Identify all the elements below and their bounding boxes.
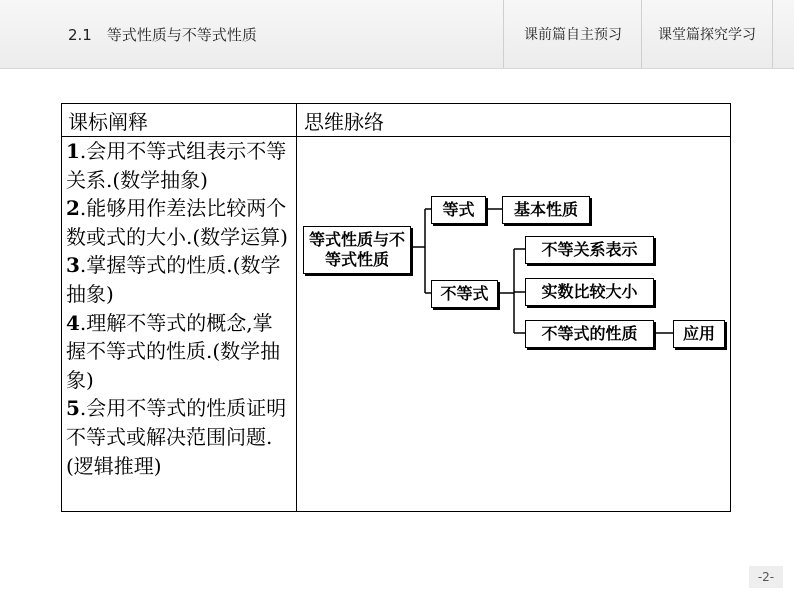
inequality-node: 不等式 (431, 280, 498, 308)
inequality-relation-node: 不等关系表示 (525, 236, 654, 264)
tab-preview[interactable]: 课前篇自主预习 (503, 0, 642, 68)
objective-item: 4.理解不等式的概念,掌握不等式的性质.(数学抽象) (66, 310, 281, 392)
mindmap-header: 思维脉络 (304, 110, 384, 134)
mindmap-connectors (62, 104, 732, 513)
objectives-header: 课标阐释 (68, 110, 148, 134)
content-table (61, 103, 731, 512)
objective-item: 5.会用不等式的性质证明不等式或解决范围问题.(逻辑推理) (66, 396, 287, 478)
inequality-property-node: 不等式的性质 (525, 320, 654, 348)
application-node: 应用 (673, 320, 725, 348)
objective-item: 1.会用不等式组表示不等关系.(数学抽象) (66, 139, 287, 192)
real-compare-node: 实数比较大小 (525, 278, 654, 306)
basic-property-node: 基本性质 (502, 196, 590, 224)
objective-item: 3.掌握等式的性质.(数学抽象) (66, 253, 281, 306)
tab-classroom[interactable]: 课堂篇探究学习 (641, 0, 773, 68)
objective-item: 2.能够用作差法比较两个数或式的大小.(数学运算) (66, 196, 288, 249)
section-title: 2.1 等式性质与不等式性质 (68, 26, 257, 44)
header-bar (0, 0, 794, 69)
mindmap-root-node: 等式性质与不等式性质 (303, 226, 411, 274)
equality-node: 等式 (431, 196, 486, 224)
page-number: -2- (749, 566, 783, 588)
